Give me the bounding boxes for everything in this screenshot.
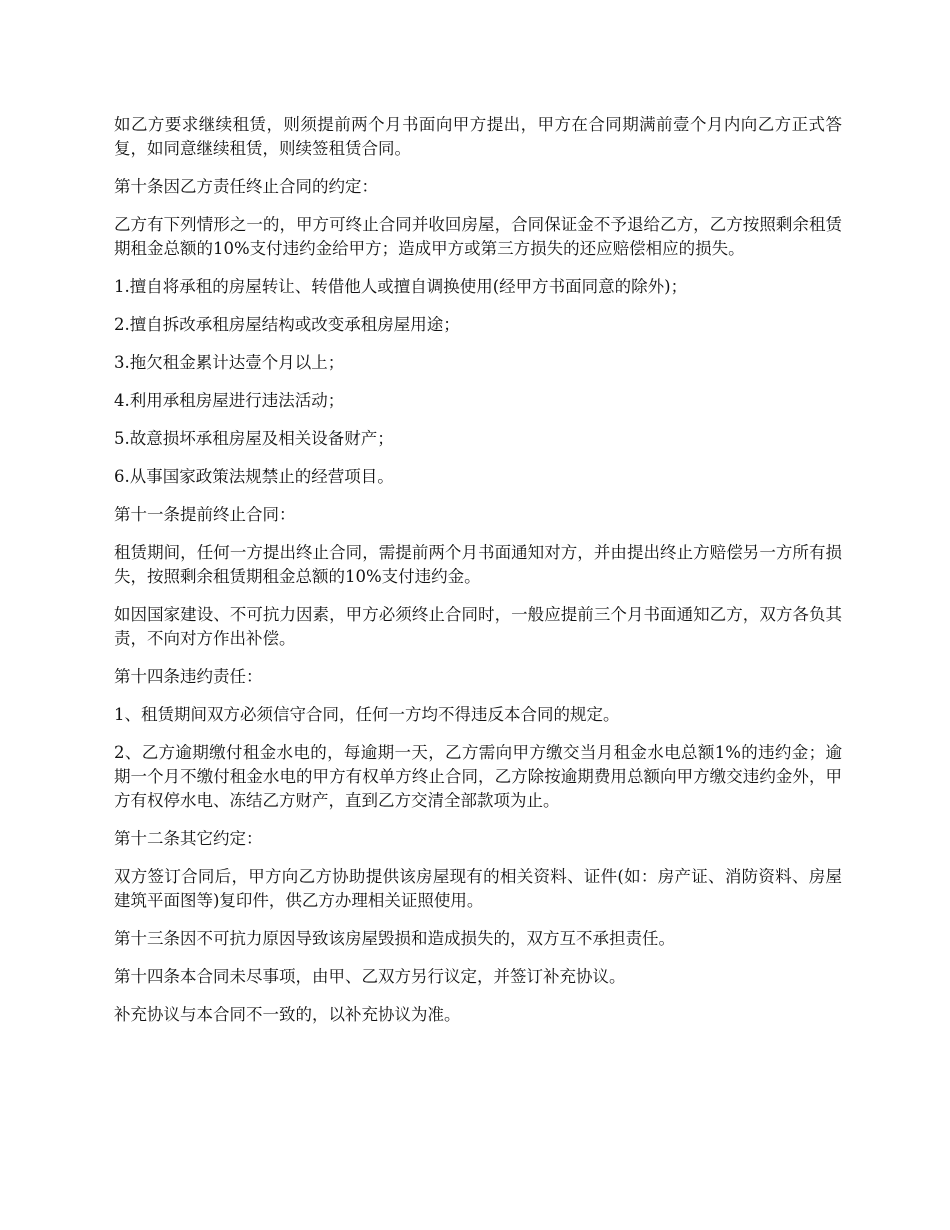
- heading-article-12: 第十二条其它约定：: [114, 829, 263, 848]
- heading-article-14-liability: 第十四条违约责任：: [114, 667, 263, 686]
- liability-item-1: 1、租赁期间双方必须信守合同，任何一方均不得违反本合同的规定。: [114, 705, 620, 724]
- list-item-6: 6.从事国家政策法规禁止的经营项目。: [114, 467, 394, 486]
- paragraph-renewal: 如乙方要求继续租赁，则须提前两个月书面向甲方提出，甲方在合同期满前壹个月内向乙方正式答复，如同意继续租赁，则续签租赁合同。: [114, 115, 842, 158]
- paragraph-article-13: 第十三条因不可抗力原因导致该房屋毁损和造成损失的，双方互不承担责任。: [114, 929, 675, 948]
- list-item-2: 2.擅自拆改承租房屋结构或改变承租房屋用途；: [114, 315, 460, 334]
- heading-article-10: 第十条因乙方责任终止合同的约定：: [114, 177, 378, 196]
- paragraph-early-termination: 租赁期间，任何一方提出终止合同，需提前两个月书面通知对方，并由提出终止方赔偿另一方所有损失，按照剩余租赁期租金总额的10%支付违约金。: [114, 543, 842, 586]
- list-item-1: 1.擅自将承租的房屋转让、转借他人或擅自调换使用(经甲方书面同意的除外)；: [114, 277, 688, 296]
- paragraph-article-14-supplement: 第十四条本合同未尽事项，由甲、乙双方另行议定，并签订补充协议。: [114, 967, 626, 986]
- list-item-4: 4.利用承租房屋进行违法活动；: [114, 391, 345, 410]
- list-item-3: 3.拖欠租金累计达壹个月以上；: [114, 353, 345, 372]
- paragraph-other-agreements: 双方签订合同后，甲方向乙方协助提供该房屋现有的相关资料、证件(如：房产证、消防资料、房屋建筑平面图等)复印件，供乙方办理相关证照使用。: [114, 867, 842, 910]
- paragraph-supplement-priority: 补充协议与本合同不一致的，以补充协议为准。: [114, 1005, 461, 1024]
- liability-item-2: 2、乙方逾期缴付租金水电的，每逾期一天，乙方需向甲方缴交当月租金水电总额1%的违约金；逾期一个月不缴付租金水电的甲方有权单方终止合同，乙方除按逾期费用总额向甲方缴交违约金外，甲方有权停水电、冻结乙方财产，直到乙方交清全部款项为止。: [114, 743, 842, 810]
- paragraph-force-majeure-termination: 如因国家建设、不可抗力因素，甲方必须终止合同时，一般应提前三个月书面通知乙方，双方各负其责，不向对方作出补偿。: [114, 605, 842, 648]
- heading-article-11: 第十一条提前终止合同：: [114, 505, 296, 524]
- paragraph-termination-conditions: 乙方有下列情形之一的，甲方可终止合同并收回房屋，合同保证金不予退给乙方，乙方按照剩余租赁期租金总额的10%支付违约金给甲方；造成甲方或第三方损失的还应赔偿相应的损失。: [114, 215, 842, 258]
- list-item-5: 5.故意损坏承租房屋及相关设备财产；: [114, 429, 394, 448]
- document-page: [114, 113, 842, 1041]
